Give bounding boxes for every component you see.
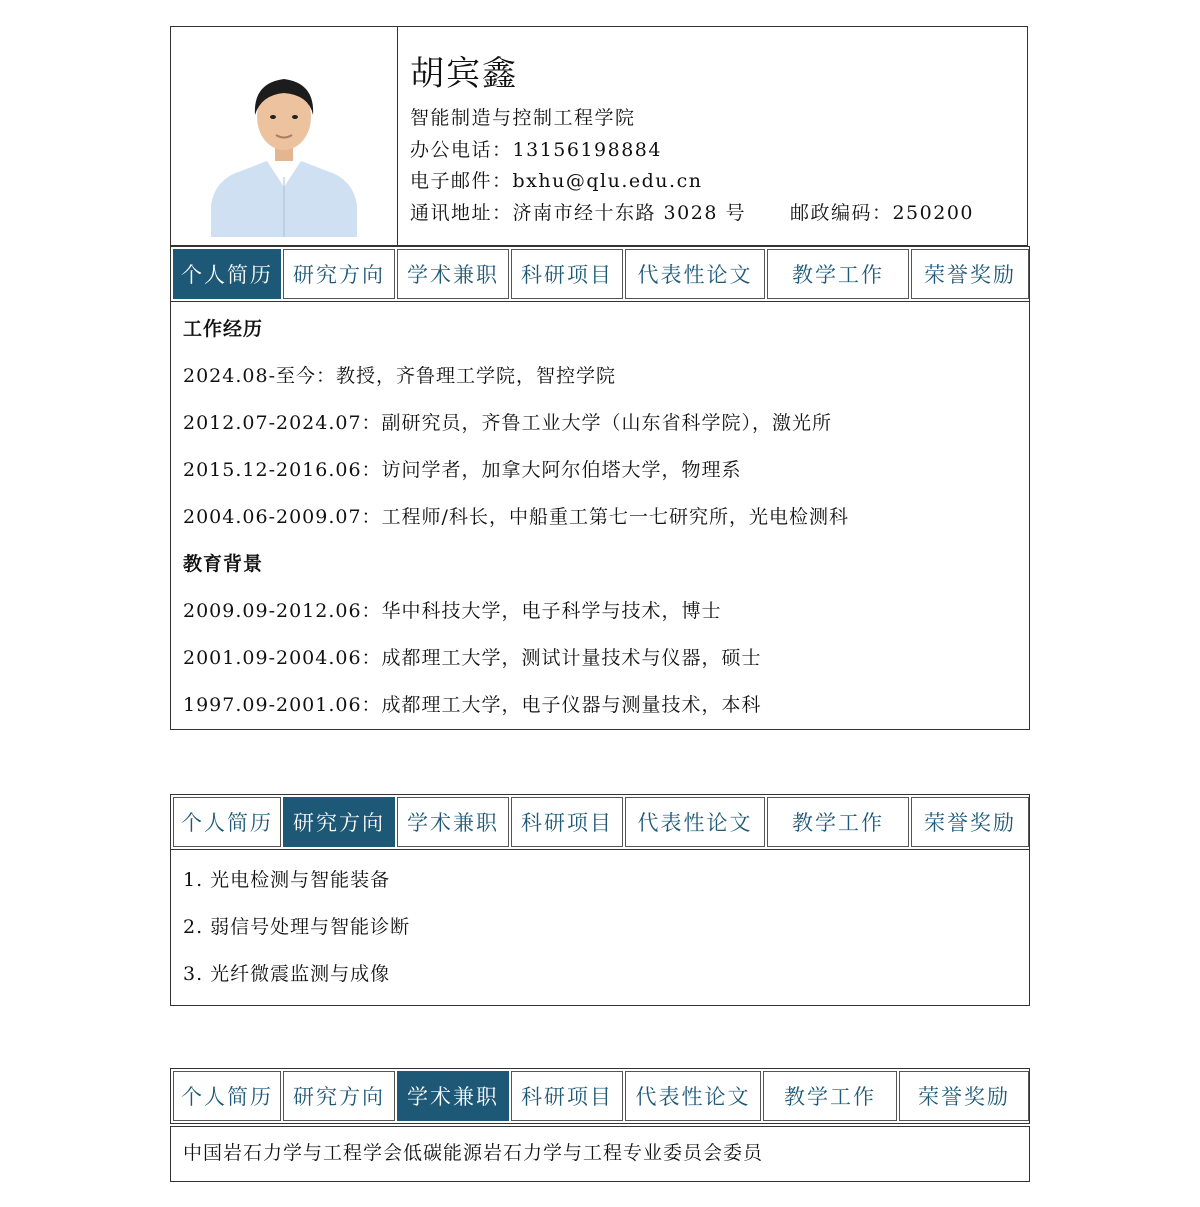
- tab-teaching[interactable]: 教学工作: [767, 797, 909, 847]
- work-item: 2015.12-2016.06：访问学者，加拿大阿尔伯塔大学，物理系: [183, 459, 742, 481]
- work-item: 2004.06-2009.07：工程师/科长，中船重工第七一七研究所，光电检测科: [183, 506, 849, 528]
- postal-value: 250200: [892, 201, 974, 224]
- education-item: 1997.09-2001.06：成都理工大学，电子仪器与测量技术，本科: [183, 694, 762, 716]
- phone-label: 办公电话：: [410, 138, 513, 161]
- tab-honors[interactable]: 荣誉奖励: [911, 249, 1029, 299]
- email-label: 电子邮件：: [410, 170, 513, 192]
- profile-info: [410, 51, 974, 229]
- tab-research[interactable]: 研究方向: [283, 249, 395, 299]
- school-name: 智能制造与控制工程学院: [410, 107, 636, 129]
- profile-card: [170, 26, 1028, 246]
- tab-bar: [170, 246, 1030, 302]
- tab-bar: [170, 1068, 1030, 1124]
- research-item: 3. 光纤微震监测与成像: [183, 963, 391, 985]
- tab-projects[interactable]: 科研项目: [511, 1071, 623, 1121]
- tab-teaching[interactable]: 教学工作: [763, 1071, 897, 1121]
- address-line: [410, 198, 974, 230]
- tab-resume[interactable]: 个人简历: [173, 797, 281, 847]
- resume-panel: [170, 302, 1030, 730]
- tab-resume[interactable]: 个人简历: [173, 249, 281, 299]
- work-item: 2024.08-至今：教授，齐鲁理工学院，智控学院: [183, 365, 616, 387]
- research-section: [170, 794, 1030, 1006]
- academic-item: 中国岩石力学与工程学会低碳能源岩石力学与工程专业委员会委员: [183, 1142, 764, 1164]
- tab-academic[interactable]: 学术兼职: [397, 797, 509, 847]
- academic-panel: [170, 1126, 1030, 1182]
- email-line: [410, 166, 974, 198]
- education-heading: 教育背景: [183, 553, 264, 575]
- profile-photo: [211, 55, 357, 237]
- phone-number: 13156198884: [512, 138, 662, 161]
- tab-research[interactable]: 研究方向: [283, 1071, 395, 1121]
- education-item: 2001.09-2004.06：成都理工大学，测试计量技术与仪器，硕士: [183, 647, 762, 669]
- tab-honors[interactable]: 荣誉奖励: [911, 797, 1029, 847]
- tab-papers[interactable]: 代表性论文: [625, 1071, 761, 1121]
- person-name: 胡宾鑫: [410, 54, 518, 94]
- email-address[interactable]: bxhu@qlu.edu.cn: [512, 170, 703, 192]
- education-item: 2009.09-2012.06：华中科技大学，电子科学与技术，博士: [183, 600, 722, 622]
- tab-projects[interactable]: 科研项目: [511, 249, 623, 299]
- work-heading: 工作经历: [183, 318, 264, 340]
- work-item: 2012.07-2024.07：副研究员，齐鲁工业大学（山东省科学院），激光所: [183, 412, 833, 434]
- tab-honors[interactable]: 荣誉奖励: [899, 1071, 1029, 1121]
- address-label: 通讯地址：: [410, 201, 513, 224]
- tab-projects[interactable]: 科研项目: [511, 797, 623, 847]
- research-item: 1. 光电检测与智能装备: [183, 869, 391, 891]
- postal-label: 邮政编码：: [789, 201, 893, 224]
- resume-section: [170, 246, 1030, 730]
- tab-teaching[interactable]: 教学工作: [767, 249, 909, 299]
- tab-papers[interactable]: 代表性论文: [625, 249, 765, 299]
- address-value: 济南市经十东路 3028 号: [512, 201, 746, 224]
- academic-section: [170, 1068, 1030, 1182]
- tab-academic[interactable]: 学术兼职: [397, 1071, 509, 1121]
- research-panel: [170, 850, 1030, 1006]
- photo-cell: [171, 27, 398, 245]
- tab-resume[interactable]: 个人简历: [173, 1071, 281, 1121]
- phone-line: [410, 135, 974, 167]
- tab-research[interactable]: 研究方向: [283, 797, 395, 847]
- research-item: 2. 弱信号处理与智能诊断: [183, 916, 411, 938]
- tab-bar: [170, 794, 1030, 850]
- tab-academic[interactable]: 学术兼职: [397, 249, 509, 299]
- tab-papers[interactable]: 代表性论文: [625, 797, 765, 847]
